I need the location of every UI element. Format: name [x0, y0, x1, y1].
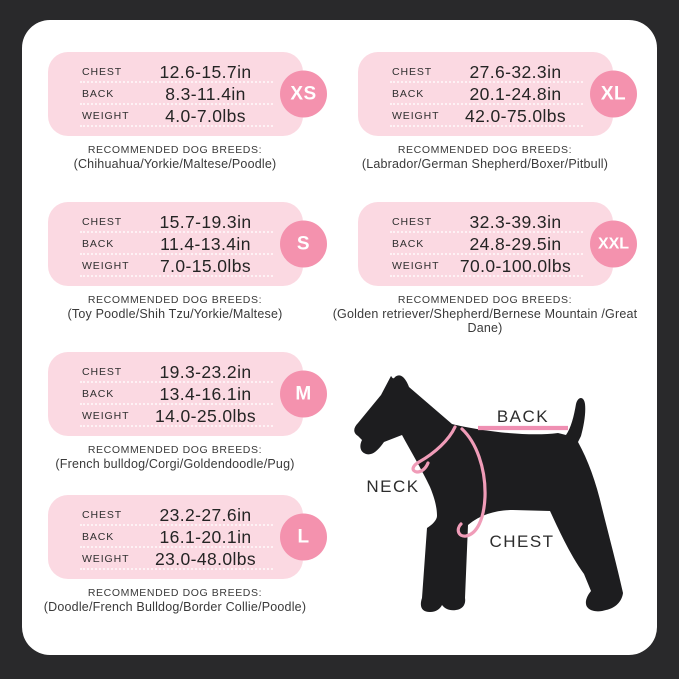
weight-label: WEIGHT	[82, 110, 130, 122]
chest-label: CHEST	[82, 66, 123, 78]
weight-row	[392, 255, 573, 277]
weight-label: WEIGHT	[82, 260, 130, 272]
chest-value: 27.6-32.3in	[469, 61, 562, 82]
back-label: BACK	[82, 531, 115, 543]
chest-label: CHEST	[392, 216, 433, 228]
weight-label: WEIGHT	[82, 553, 130, 565]
chest-label: CHEST	[82, 509, 123, 521]
weight-value: 7.0-15.0lbs	[160, 255, 251, 276]
dog-measurement-diagram	[345, 370, 645, 650]
breeds-title: RECOMMENDED DOG BREEDS:	[397, 294, 573, 306]
breeds-title: RECOMMENDED DOG BREEDS:	[397, 144, 573, 156]
size-card-xl	[358, 52, 627, 136]
chest-row	[392, 211, 573, 233]
chest-value: 32.3-39.3in	[469, 211, 562, 232]
chest-value: 12.6-15.7in	[159, 61, 252, 82]
back-row	[82, 233, 263, 255]
breeds-title: RECOMMENDED DOG BREEDS:	[87, 444, 263, 456]
measurement-rows	[392, 211, 573, 277]
weight-label: WEIGHT	[392, 260, 440, 272]
weight-value: 42.0-75.0lbs	[464, 105, 567, 126]
chest-label: CHEST	[82, 366, 123, 378]
back-label: BACK	[82, 238, 115, 250]
back-value: 13.4-16.1in	[159, 383, 252, 404]
chest-row	[82, 211, 263, 233]
weight-row	[82, 105, 263, 127]
size-badge-s: S	[280, 221, 327, 268]
size-chart-sheet	[22, 20, 657, 655]
chest-row	[82, 61, 263, 83]
back-label: BACK	[392, 88, 425, 100]
size-card-s	[48, 202, 311, 286]
size-card-xs	[48, 52, 317, 136]
chest-value: 15.7-19.3in	[159, 211, 252, 232]
weight-row	[82, 255, 263, 277]
breeds-caption-xl	[320, 144, 650, 172]
breeds-caption-l	[10, 587, 340, 615]
weight-value: 14.0-25.0lbs	[154, 405, 257, 426]
chest-label: CHEST	[82, 216, 123, 228]
back-diagram-label: BACK	[496, 407, 550, 426]
breeds-list: (Labrador/German Shepherd/Boxer/Pitbull)	[361, 157, 609, 171]
back-row	[392, 83, 573, 105]
weight-label: WEIGHT	[82, 410, 130, 422]
chest-row	[82, 361, 263, 383]
weight-value: 4.0-7.0lbs	[165, 105, 246, 126]
chest-row	[82, 504, 263, 526]
back-value: 16.1-20.1in	[159, 526, 252, 547]
size-badge-xxl: XXL	[590, 221, 637, 268]
size-card-xxl	[358, 202, 630, 286]
breeds-caption-s	[10, 294, 340, 322]
size-card-m	[48, 352, 312, 436]
back-label: BACK	[82, 388, 115, 400]
back-value: 20.1-24.8in	[469, 83, 562, 104]
breeds-title: RECOMMENDED DOG BREEDS:	[87, 294, 263, 306]
size-badge-l: L	[280, 514, 327, 561]
breeds-caption-m	[10, 444, 340, 472]
size-badge-xs: XS	[280, 71, 327, 118]
breeds-list: (Toy Poodle/Shih Tzu/Yorkie/Maltese)	[67, 307, 283, 321]
measurement-rows	[82, 211, 263, 277]
breeds-list: (Chihuahua/Yorkie/Maltese/Poodle)	[73, 157, 277, 171]
back-value: 24.8-29.5in	[469, 233, 562, 254]
size-card-l	[48, 495, 310, 579]
chest-diagram-label: CHEST	[489, 532, 555, 551]
weight-row	[82, 405, 263, 427]
breeds-caption-xxl	[320, 294, 650, 335]
weight-value: 70.0-100.0lbs	[459, 255, 572, 276]
size-badge-m: M	[280, 371, 327, 418]
breeds-caption-xs	[10, 144, 340, 172]
measurement-rows	[392, 61, 573, 127]
weight-value: 23.0-48.0lbs	[154, 548, 257, 569]
back-value: 11.4-13.4in	[160, 233, 251, 254]
back-row	[82, 526, 263, 548]
chest-value: 19.3-23.2in	[159, 361, 252, 382]
chest-value: 23.2-27.6in	[159, 504, 252, 525]
measurement-rows	[82, 504, 263, 570]
breeds-list: (Doodle/French Bulldog/Border Collie/Poodle)	[43, 600, 307, 614]
size-badge-xl: XL	[590, 71, 637, 118]
back-label: BACK	[392, 238, 425, 250]
back-row	[82, 83, 263, 105]
back-value: 8.3-11.4in	[165, 83, 246, 104]
breeds-list: (French bulldog/Corgi/Goldendoodle/Pug)	[55, 457, 295, 471]
neck-diagram-label: NECK	[366, 477, 420, 496]
weight-label: WEIGHT	[392, 110, 440, 122]
back-label: BACK	[82, 88, 115, 100]
back-row	[392, 233, 573, 255]
chest-row	[392, 61, 573, 83]
breeds-title: RECOMMENDED DOG BREEDS:	[87, 587, 263, 599]
weight-row	[392, 105, 573, 127]
back-row	[82, 383, 263, 405]
measurement-rows	[82, 61, 263, 127]
breeds-title: RECOMMENDED DOG BREEDS:	[87, 144, 263, 156]
chest-label: CHEST	[392, 66, 433, 78]
weight-row	[82, 548, 263, 570]
measurement-rows	[82, 361, 263, 427]
breeds-list: (Golden retriever/Shepherd/Bernese Mountain /Great Dane)	[332, 307, 638, 335]
